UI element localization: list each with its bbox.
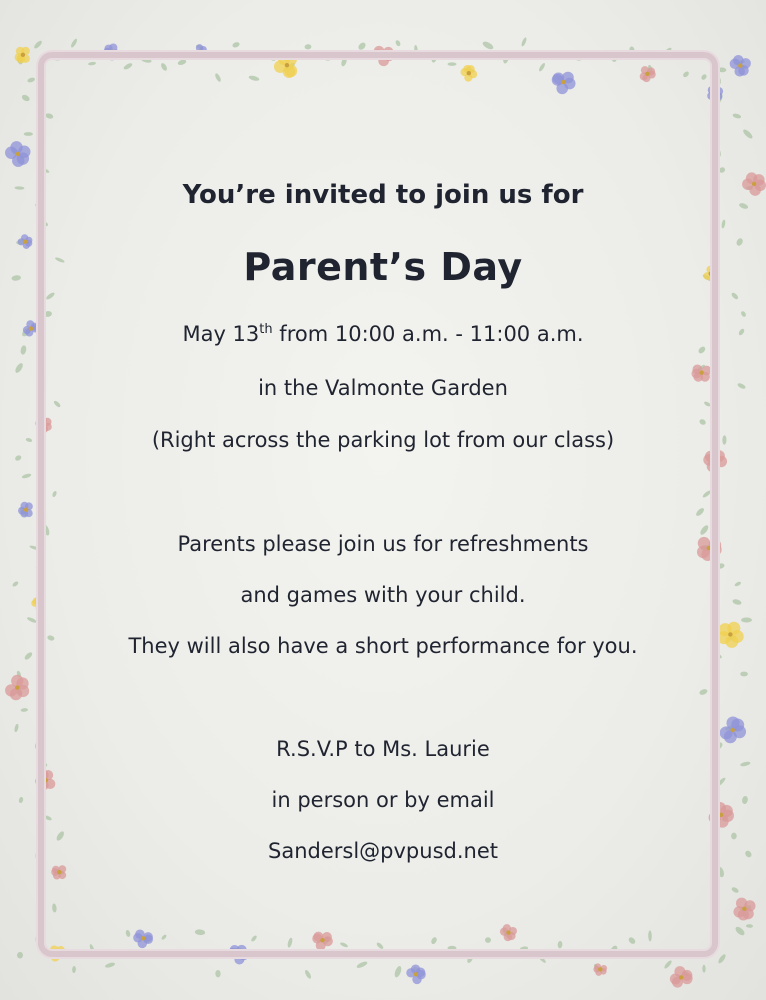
rsvp-email: Sandersl@pvpusd.net xyxy=(268,839,498,863)
event-date: May 13 xyxy=(182,322,260,346)
invitation-intro: You’re invited to join us for xyxy=(182,180,584,210)
details-line: They will also have a short performance for you. xyxy=(128,634,638,658)
event-date-time xyxy=(0,322,766,346)
event-location-note: (Right across the parking lot from our class) xyxy=(151,428,615,452)
event-date-suffix: th xyxy=(259,322,273,337)
event-time: from 10:00 a.m. - 11:00 a.m. xyxy=(272,322,584,346)
event-title: Parent’s Day xyxy=(243,245,523,289)
details-line: Parents please join us for refreshments xyxy=(177,532,589,556)
details-line: and games with your child. xyxy=(240,583,526,607)
rsvp-line: R.S.V.P to Ms. Laurie xyxy=(276,737,490,761)
rsvp-line: in person or by email xyxy=(271,788,495,812)
event-location: in the Valmonte Garden xyxy=(258,376,508,400)
